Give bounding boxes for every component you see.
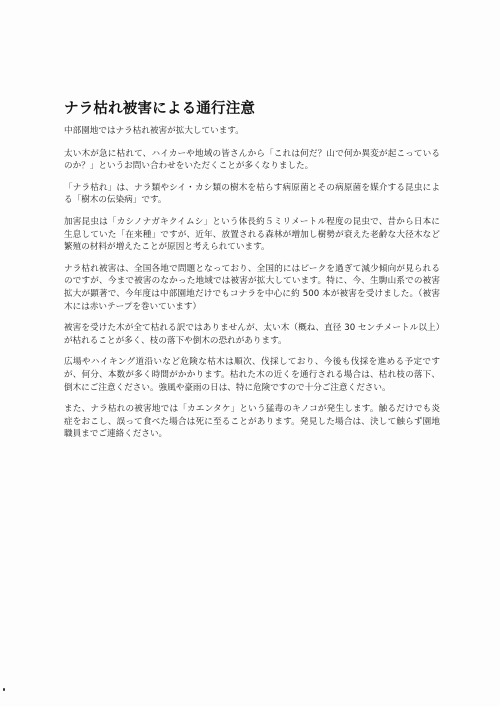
paragraph-damage-spread: ナラ枯れ被害は、全国各地で問題となっており、全国的にはピークを過ぎて減少傾向が見られるのですが、今まで被害のなかった地域では被害が拡大しています。特に、今、生駒山系での被害拡大が顕著で、今年度は中部園地だけでもコナラを中心に約 500 本が被害を受けました。（被害木には赤いテープを巻いています）	[64, 263, 440, 312]
notice-content	[64, 100, 440, 450]
paragraph-falling-risk: 被害を受けた木が全て枯れる訳ではありませんが、太い木（概ね、直径 30 センチメートル以上）が枯れることが多く、枝の落下や倒木の恐れがあります。	[64, 323, 440, 346]
paragraph-intro: 中部園地ではナラ枯れ被害が拡大しています。	[64, 126, 244, 136]
page-title: ナラ枯れ被害による通行注意	[64, 101, 256, 117]
paragraph-caution: 広場やハイキング道沿いなど危険な枯木は順次、伐採しており、今後も伐採を進める予定ですが、何分、本数が多く時間がかかります。枯れた木の近くを通行される場合は、枯れ枝の落下、倒木にご注意ください。強風や豪雨の日は、特に危険ですので十分ご注意ください。	[64, 357, 440, 393]
scan-speck	[3, 688, 5, 691]
paragraph-definition: 「ナラ枯れ」は、ナラ類やシイ・カシ類の樹木を枯らす病原菌とその病原菌を媒介する昆虫による「樹木の伝染病」です。	[64, 182, 440, 206]
paragraph-inquiries: 太い木が急に枯れて、ハイカーや地域の皆さんから「これは何だ？山で何か異変が起こっているのか？」というお問い合わせをいただくことが多くなりました。	[64, 148, 440, 172]
paragraph-poison-mushroom: また、ナラ枯れの被害地では「カエンタケ」という猛毒のキノコが発生します。触るだけでも炎症をおこし、誤って食べた場合は死に至ることがあります。発見した場合は、決して触らず園地職員までご連絡ください。	[64, 404, 440, 440]
paragraph-insect: 加害昆虫は「カシノナガキクイムシ」という体長約５ミリメートル程度の昆虫で、昔から日本に生息していた「在来種」ですが、近年、放置される森林が増加し樹勢が衰えた老齢な大径木など繁殖の材料が増えたことが原因と考えられています。	[64, 216, 440, 253]
